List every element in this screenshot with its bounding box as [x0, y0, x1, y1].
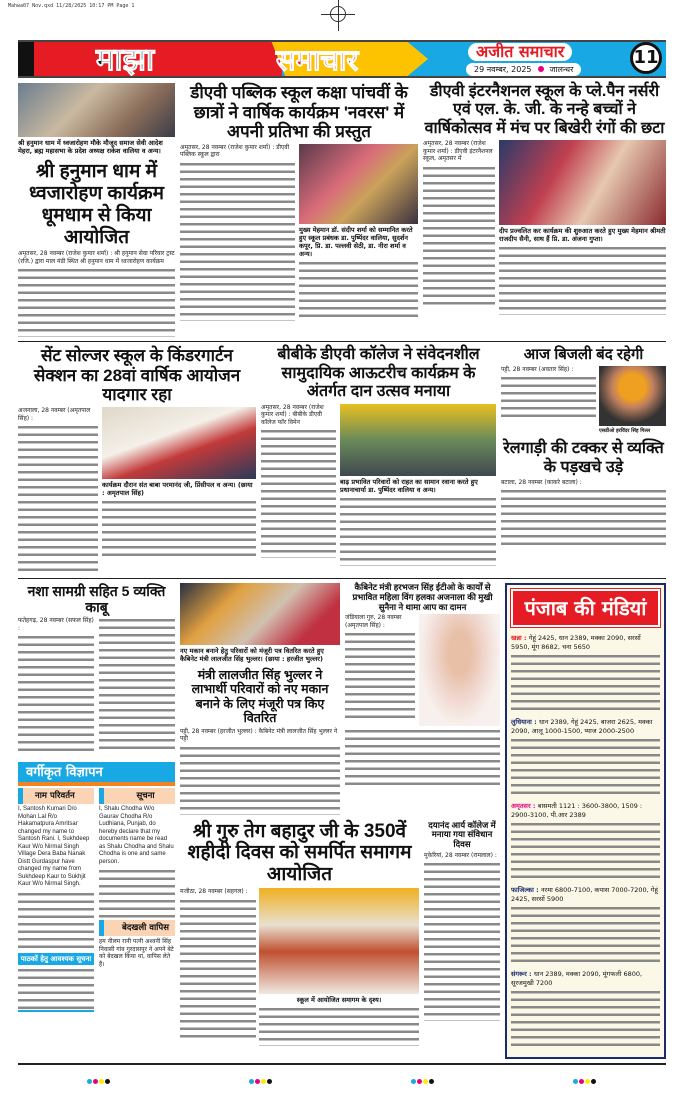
bijli-body-row	[501, 366, 666, 435]
hanuman-body	[18, 267, 175, 337]
saint-soldier-photo	[102, 407, 256, 479]
color-bar-icon	[87, 1069, 111, 1088]
guru-headline: श्री गुरु तेग बहादुर जी के 350वें शहीदी दिवस को समर्पित समागम आयोजित	[187, 820, 412, 886]
bbk-headline: बीबीके डीएवी कॉलेज ने संवेदनशील सामुदायिक आऊटरीच कार्यक्रम के अंतर्गत दान उत्सव मनाया	[277, 346, 480, 401]
masthead-red-band	[32, 42, 282, 76]
reader-notice: पाठकों हेतु आवश्यक सूचना	[18, 953, 94, 965]
classified-col-1	[18, 788, 94, 1012]
bbk-caption: बाढ़ प्रभावित परिवारों को राहत का सामान रवाना करते हुए प्रधानाचार्या डा. पुष्पिंदर वालिया व अन्य।	[340, 477, 478, 494]
dav-public-headline: डीएवी पब्लिक स्कूल कक्षा पांचवीं के छात्रों ने वार्षिक कार्यक्रम 'नवरस' में अपनी प्रतिभा की प्रस्तुत	[190, 83, 408, 142]
mandi-title: पंजाब की मंडियां	[511, 589, 660, 627]
eto-photo	[419, 614, 500, 726]
dav-intl-headline: डीएवी इंटरनैशनल स्कूल के प्ले.पैन नर्सरी एवं एल. के. जी. के नन्हे बच्चों ने वार्षिकोत्सव में मंच पर बिखेरी रंगों की छटा	[424, 83, 665, 137]
mandi-city-entry	[511, 717, 660, 797]
eviction-header: बेदखली वापिस	[99, 920, 175, 936]
mandi-rates-filler	[511, 821, 660, 881]
mandi-city-rates: धान 2389, मक्का 2090, मूंगफली 6800, सूरजमुखी 7200	[511, 970, 643, 988]
color-bar-icon	[573, 1069, 597, 1088]
section-title-majha: माझा	[96, 42, 155, 78]
mandi-city-name: फाजिल्का :	[511, 886, 539, 895]
divider	[18, 578, 666, 579]
bbk-photo-col	[340, 404, 496, 566]
dav-public-body	[180, 161, 295, 321]
mandi-city-rates: गेहूं 2425, धान 2389, मक्का 2090, सरसों 5950, मूंग 8682, चना 5650	[511, 634, 641, 652]
dayanand-body	[424, 861, 500, 1021]
guru-body	[180, 898, 256, 1038]
saint-soldier-body-row	[18, 407, 256, 574]
bottom-rule	[18, 1063, 666, 1065]
mandi-city-name: लुधियाना :	[511, 718, 537, 727]
mandi-city-name: खन्ना :	[511, 634, 527, 643]
dav-intl-dateline: अमृतसर, 28 नवम्बर (राजेश कुमार शर्मा) : डीएवी इंटरनैशनल स्कूल, अमृतसर में	[423, 140, 493, 163]
dav-public-article	[180, 83, 418, 321]
train-dateline: बटाला, 28 नवम्बर (काकरे बटाला) :	[501, 478, 582, 486]
train-body	[501, 488, 666, 548]
divider	[18, 341, 666, 342]
section-title-samachar: समाचार	[276, 43, 359, 77]
saint-soldier-article	[18, 346, 256, 574]
guru-text-col	[180, 888, 256, 1038]
mandi-city-entry	[511, 885, 660, 965]
saint-soldier-headline: सेंट सोल्जर स्कूल के किंडरगार्टन सेक्शन का 28वां वार्षिक आयोजन यादगार रहा	[33, 346, 241, 405]
color-bar-icon	[249, 1069, 273, 1088]
notice-text: I, Shalu Chodha W/o Gaurav Chodha R/o Ludhiana, Punjab, do hereby declare that my documents name be read as Shalu Chodha and Shalu Chodha is one and same person.	[99, 806, 174, 865]
bhullar-body	[180, 745, 340, 815]
nasha-dateline: फतेहगढ़, 28 नवम्बर (सफल सिंह) :	[18, 617, 94, 632]
row-3	[18, 583, 666, 1059]
eto-dateline: जंडियाला गुरु, 28 नवम्बर (अमृतपाल सिंह) :	[345, 614, 402, 629]
masthead-black-edge	[18, 42, 34, 76]
nasha-headline: नशा सामग्री सहित 5 व्यक्ति काबू	[27, 583, 166, 616]
saint-soldier-dateline: अजनाला, 28 नवम्बर (अमृतपाल सिंह) :	[18, 407, 91, 422]
classified-body	[18, 891, 94, 951]
mandi-city-entry	[511, 801, 660, 881]
row-2	[18, 346, 666, 574]
saint-soldier-caption: कार्यक्रम दौरान संत बाबा परमानंद जी, प्रिंसीपल व अन्य। (छाया : अमृतपाल सिंह)	[102, 481, 253, 498]
reader-notice-body	[18, 967, 94, 1012]
dav-intl-body	[423, 165, 495, 305]
dav-intl-body-row	[423, 140, 666, 315]
mandi-city-rates: नरमा 6800-7100, कपास 7000-7200, गेहूं 2425, सरसों 5900	[511, 886, 658, 904]
saint-soldier-body-2	[102, 499, 256, 559]
mandi-city-rates: बासमती 1121 : 3600-3800, 1509 : 2900-3100, पी.आर 2389	[511, 802, 643, 820]
notice-header: सूचना	[99, 788, 175, 804]
left-column	[18, 583, 175, 1012]
dav-public-photo	[299, 144, 418, 224]
hanuman-photo	[18, 83, 175, 137]
dav-public-body-2	[299, 260, 418, 320]
mandi-rates-box	[505, 583, 666, 1059]
dav-intl-photo	[499, 140, 666, 225]
classified-banner: वर्गीकृत विज्ञापन	[18, 762, 175, 786]
eto-text-col	[345, 614, 415, 721]
dav-intl-photo-col	[499, 140, 666, 315]
mandi-rates-filler	[511, 653, 660, 713]
eto-headline: कैबिनेट मंत्री हरभजन सिंह ईटीओ के कार्यों से प्रभावित महिला विंग हलका अजनाला की मुखी सुनैना ने थामा आप का दामन	[352, 582, 493, 612]
row-1	[18, 83, 666, 337]
bbk-text-col	[261, 404, 336, 559]
dot-icon	[538, 66, 544, 72]
bijli-dateline: पट्टी, 28 नवम्बर (अवतार सिंह) :	[501, 365, 574, 373]
mandi-city-name: संगरूर :	[511, 970, 532, 979]
edition-date	[466, 63, 581, 76]
bijli-photo-col	[599, 366, 666, 435]
middle-bottom-row	[180, 821, 500, 1047]
bbk-body-2	[340, 496, 496, 566]
guru-dateline: मजीठा, 28 नवम्बर (सहगल) :	[180, 888, 248, 896]
eto-body-row	[345, 614, 500, 726]
print-header	[8, 0, 666, 40]
dav-intl-article	[423, 83, 666, 315]
bbk-body	[261, 428, 336, 558]
date: 29 नवम्बर, 2025	[474, 65, 532, 74]
classified-body-2	[99, 868, 175, 918]
bijli-photo	[599, 366, 666, 426]
dav-intl-text-col	[423, 140, 495, 305]
mandi-city-entry	[511, 633, 660, 713]
bbk-photo	[340, 404, 496, 476]
eto-body-2	[345, 728, 500, 788]
masthead	[18, 40, 666, 78]
bijli-caption: एसडीओ हरविंदर सिंह गिल्ल	[599, 427, 651, 434]
dayanand-dateline: मुकेरियां, 28 नवम्बर (रामलाल) :	[424, 851, 497, 859]
classified-col-2	[99, 788, 175, 968]
nasha-body-row	[18, 617, 175, 754]
bijli-body	[501, 375, 596, 420]
middle-column	[180, 583, 500, 1046]
guru-photo-col	[259, 888, 419, 1046]
name-change-header: नाम परिवर्तन	[18, 788, 94, 804]
eto-article	[345, 583, 500, 788]
mandi-rates-filler	[511, 737, 660, 797]
guru-article	[180, 821, 419, 1047]
bbk-article	[261, 346, 496, 565]
hanuman-dateline: अमृतसर, 28 नवम्बर (राजेश कुमार शर्मा) : श्री हनुमान सेवा परिवार ट्रस्ट (रजि.) द्वारा माल मंडी स्थित श्री हनुमान धाम में ध्वजारोहण कार्यक्रम	[18, 250, 175, 265]
dayanand-article	[424, 821, 500, 1022]
saint-soldier-text-col	[18, 407, 98, 574]
eto-body	[345, 631, 415, 721]
bijli-text-col	[501, 366, 596, 421]
mandi-city-entry	[511, 969, 660, 1049]
hanuman-headline: श्री हनुमान धाम में ध्वजारोहण कार्यक्रम धूमधाम से किया आयोजित	[28, 161, 164, 248]
color-bars	[18, 1069, 666, 1088]
guru-body-row	[180, 888, 419, 1046]
eviction-text: हम नीलम रानी पत्नी अश्वनी सिंह निवासी गांव गुरदासपुर ने अपने बेटे को बेदखल किया था, वापिस लेते हैं।	[99, 938, 174, 968]
dav-intl-caption: दीप प्रज्वलित कर कार्यक्रम की शुरुआत करते हुए मुख्य मेहमान श्रीमती राजदीप सैनी, साथ हैं प्रि. डा. अंजना गुप्ता।	[499, 227, 666, 244]
guru-photo	[259, 888, 419, 994]
registration-mark-icon	[330, 6, 346, 22]
dav-public-caption: मुख्य मेहमान डॉ. संदीप शर्मा को सम्मानित करते हुए स्कूल प्रबंधक डा. पुष्पिंदर वालिया, सुदर्शन कपूर, प्रि. डा. पल्लवी सेठी, डा. नीरा शर्मा व अन्य।	[299, 225, 413, 258]
saint-soldier-body	[18, 424, 98, 574]
print-slug: Mahwa07 Nov.qxd 11/28/2025 10:17 PM Page 1	[8, 3, 135, 9]
bhullar-photo	[180, 583, 340, 645]
mandi-city-name: अमृतसर :	[511, 802, 536, 811]
nasha-col-1	[18, 617, 94, 754]
bhullar-article	[180, 583, 340, 815]
mandi-rates-filler	[511, 989, 660, 1049]
mandi-list	[511, 629, 660, 1049]
guru-caption: स्कूल में आयोजित समागम के दृश्य।	[296, 996, 382, 1005]
bhullar-headline: मंत्री लालजीत सिंह भुल्लर ने लाभार्थी परिवारों को नए मकान बनाने के लिए मंजूरी पत्र किए वितरित	[191, 668, 329, 726]
bhullar-dateline: पट्टी, 28 नवम्बर (हरजीत भुल्लर) : कैबिनेट मंत्री लालजीत सिंह भुल्लर ने पट्टी	[180, 727, 338, 743]
mandi-rates-filler	[511, 905, 660, 965]
color-bar-icon	[411, 1069, 435, 1088]
dav-public-text-col	[180, 144, 295, 321]
dayanand-headline: दयानंद आर्य कॉलेज में मनाया गया संविधान दिवस	[428, 819, 496, 850]
nasha-body	[18, 634, 94, 754]
bbk-body-row	[261, 404, 496, 566]
saint-soldier-photo-col	[102, 407, 256, 559]
dav-public-body-row	[180, 144, 418, 321]
hanuman-article	[18, 83, 175, 337]
hanuman-caption: श्री हनुमान धाम में ध्वजारोहण मौके मौजूद समाज सेवी आदेश मेहरा, ब्रह्म महासभा के प्रदेश अध्यक्ष राकेश वालिया व अन्य।	[18, 139, 163, 155]
nasha-col-2	[99, 617, 175, 752]
name-change-text: I, Santosh Kumari D/o Mohan Lal R/o Hakamatpura Amritsar changed my name to Santosh Rani. I, Sukhdeep Kaur W/o Nirmal Singh Village Dera Baba Nanak Distt Gurdaspur have changed my name from Sukhdeep Kaur to Sukhjit Kaur W/o Nirmal Singh.	[18, 806, 90, 888]
paper-name: अजीत समाचार	[468, 43, 572, 61]
dav-public-photo-col	[299, 144, 418, 320]
page-number: 11	[630, 42, 662, 74]
classified-row	[18, 788, 175, 1012]
bijli-headline: आज बिजली बंद रहेगी	[523, 346, 644, 364]
nasha-body-2	[99, 617, 175, 752]
mandi-city-rates: धान 2389, गेहूं 2425, बाजरा 2625, मक्का 2090, आलू 1000-1500, प्याज 2000-2500	[511, 718, 653, 736]
train-headline: रेलगाड़ी की टक्कर से व्यक्ति के पड़खचे उड़े	[503, 440, 664, 476]
dav-intl-body-2	[499, 245, 666, 315]
bijli-train-column	[501, 346, 666, 548]
bhullar-caption: नए मकान बनाने हेतु परिवारों को मंजूरी पत्र वितरित करते हुए कैबिनेट मंत्री लालजीत सिंह भुल्लर। (छाया : हरजीत भुल्लर)	[180, 647, 324, 664]
dav-public-dateline: अमृतसर, 28 नवम्बर (राजेश कुमार शर्मा) : डीएवी पब्लिक स्कूल द्वारा	[180, 143, 290, 159]
middle-top-row	[180, 583, 500, 815]
city: जालन्धर	[549, 65, 574, 74]
bbk-dateline: अमृतसर, 28 नवम्बर (राजेश कुमार शर्मा) : बीबीके डीएवी कॉलेज फॉर विमेन	[261, 403, 324, 426]
guru-body-2	[259, 1006, 419, 1046]
